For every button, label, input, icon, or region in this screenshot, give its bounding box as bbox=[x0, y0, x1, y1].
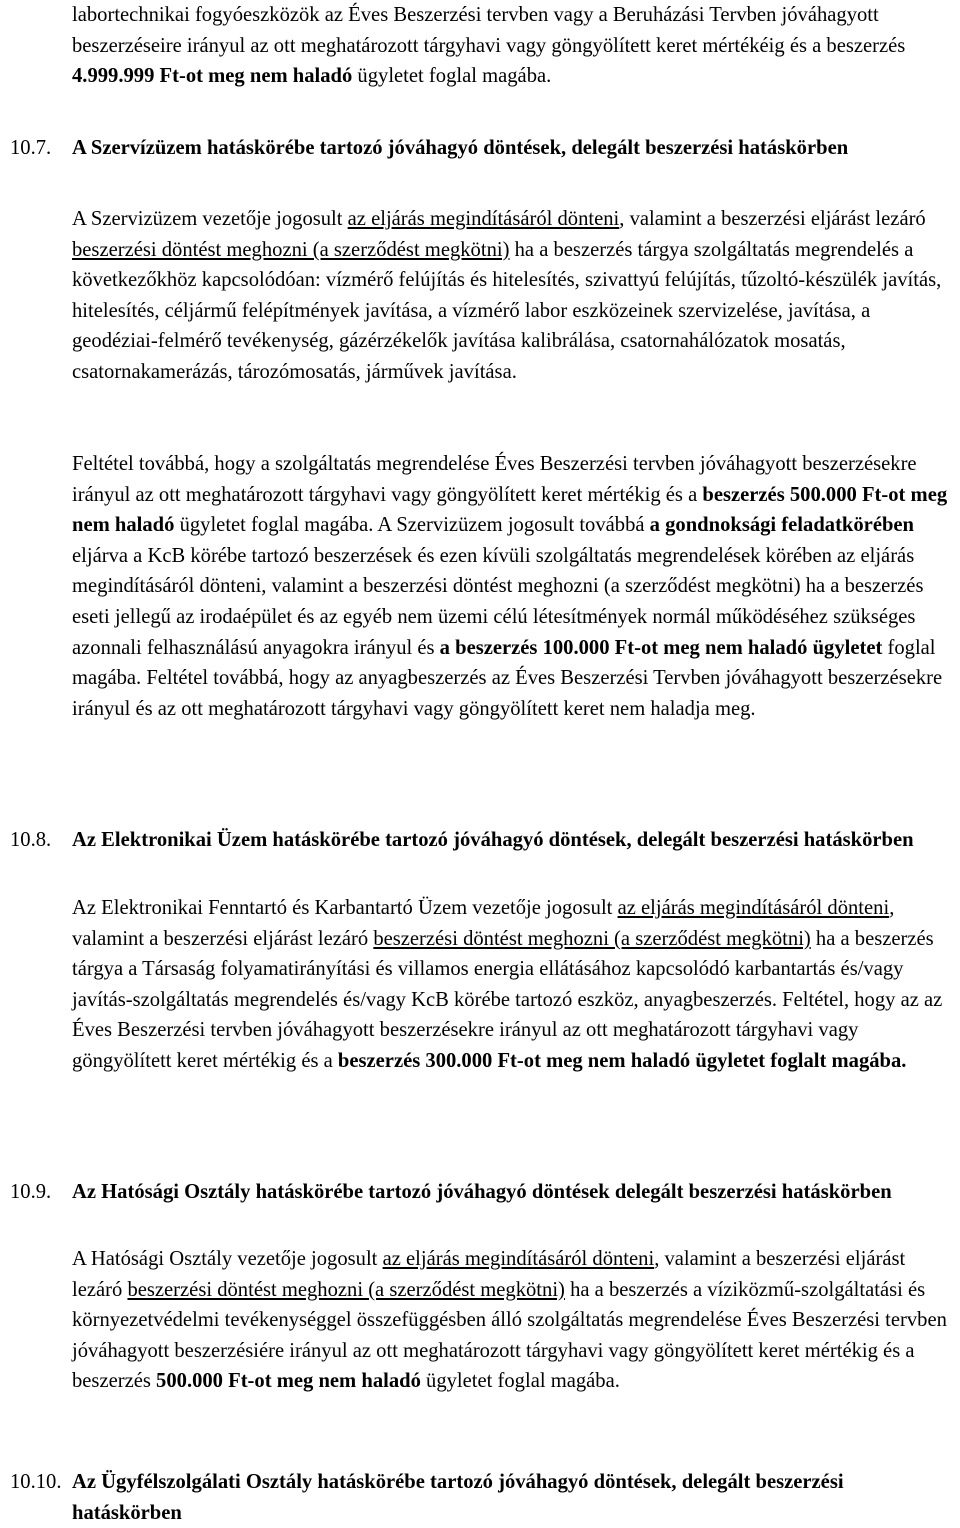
section-number: 10.9. bbox=[10, 1181, 52, 1203]
section-paragraph: Feltétel továbbá, hogy a szolgáltatás megrendelése Éves Beszerzési tervben jóváhagyott beszerzésekre irányul az ott meghatározott tárgyhavi vagy göngyölített keret mértékig és a beszerzés 500.000 Ft-ot meg nem haladó ügyletet foglal magába. A Szervizüzem jogosult továbbá a gondnoksági feladatkörében eljárva a KcB körébe tartozó beszerzések és ezen kívüli szolgáltatás megrendelések körében az eljárás megindításáról dönteni, valamint a beszerzési döntést meghozni (a szerződést megkötni) ha a beszerzés eseti jellegű az irodaépület és az egyéb nem üzemi célú létesítmények normál működéséhez szükséges azonnali felhasználású anyagokra irányul és a beszerzés 100.000 Ft-ot meg nem haladó ügyletet foglal magába. Feltétel továbbá, hogy az anyagbeszerzés az Éves Beszerzési Tervben jóváhagyott beszerzésekre irányul és az ott meghatározott tárgyhavi vagy göngyölített keret nem haladja meg. bbox=[72, 453, 948, 720]
section-number: 10.8. bbox=[10, 829, 52, 851]
section-heading: Az Hatósági Osztály hatáskörébe tartozó jóváhagyó döntések delegált beszerzési hatáskörben bbox=[72, 1181, 892, 1203]
section-number: 10.10. bbox=[10, 1471, 62, 1493]
intro-paragraph: labortechnikai fogyóeszközök az Éves Beszerzési tervben vagy a Beruházási Tervben jóváhagyott beszerzéseire irányul az ott meghatározott tárgyhavi vagy göngyölített keret mértékéig és a beszerzés 4.999.999 Ft-ot meg nem haladó ügyletet foglal magába. bbox=[72, 4, 906, 88]
section-heading: A Szervízüzem hatáskörébe tartozó jóváhagyó döntések, delegált beszerzési hatáskörben bbox=[72, 137, 849, 159]
section-paragraph: Az Elektronikai Fenntartó és Karbantartó Üzem vezetője jogosult az eljárás megindításáról dönteni, valamint a beszerzési eljárást lezáró beszerzési döntést meghozni (a szerződést megkötni) ha a beszerzés tárgya a Társaság folyamatirányítási és villamos energia ellátásához kapcsolódó karbantartás és/vagy javítás-szolgáltatás megrendelés és/vagy KcB körébe tartozó eszköz, anyagbeszerzés. Feltétel, hogy az az Éves Beszerzési tervben jóváhagyott beszerzésekre irányul az ott meghatározott tárgyhavi vagy göngyölített keret mértékig és a beszerzés 300.000 Ft-ot meg nem haladó ügyletet foglalt magába. bbox=[72, 897, 943, 1072]
section-paragraph: A Hatósági Osztály vezetője jogosult az eljárás megindításáról dönteni, valamint a beszerzési eljárást lezáró beszerzési döntést meghozni (a szerződést megkötni) ha a beszerzés a víziközmű-szolgáltatási és környezetvédelmi tevékenységgel összefüggésben álló szolgáltatás megrendelése Éves Beszerzési tervben jóváhagyott beszerzésiére irányul az ott meghatározott tárgyhavi vagy göngyölített keret mértékig és a beszerzés 500.000 Ft-ot meg nem haladó ügyletet foglal magába. bbox=[72, 1248, 947, 1393]
section-heading: Az Ügyfélszolgálati Osztály hatáskörébe tartozó jóváhagyó döntések, delegált beszerzési hatáskörben bbox=[72, 1471, 844, 1524]
section-heading: Az Elektronikai Üzem hatáskörébe tartozó jóváhagyó döntések, delegált beszerzési hatáskörben bbox=[72, 829, 914, 851]
section-paragraph: A Szervizüzem vezetője jogosult az eljárás megindításáról dönteni, valamint a beszerzési eljárást lezáró beszerzési döntést meghozni (a szerződést megkötni) ha a beszerzés tárgya szolgáltatás megrendelés a következőkhöz kapcsolódóan: vízmérő felújítás és hitelesítés, szivattyú felújítás, tűzoltó-készülék javítás, hitelesítés, céljármű felépítmények javítása, a vízmérő labor eszközeinek szervizelése, javítása, a geodéziai-felmérő tevékenység, gázérzékelők javítása kalibrálása, csatornahálózatok mosatás, csatornakamerázás, tározómosatás, járművek javítása. bbox=[72, 208, 942, 383]
section-number: 10.7. bbox=[10, 137, 52, 159]
